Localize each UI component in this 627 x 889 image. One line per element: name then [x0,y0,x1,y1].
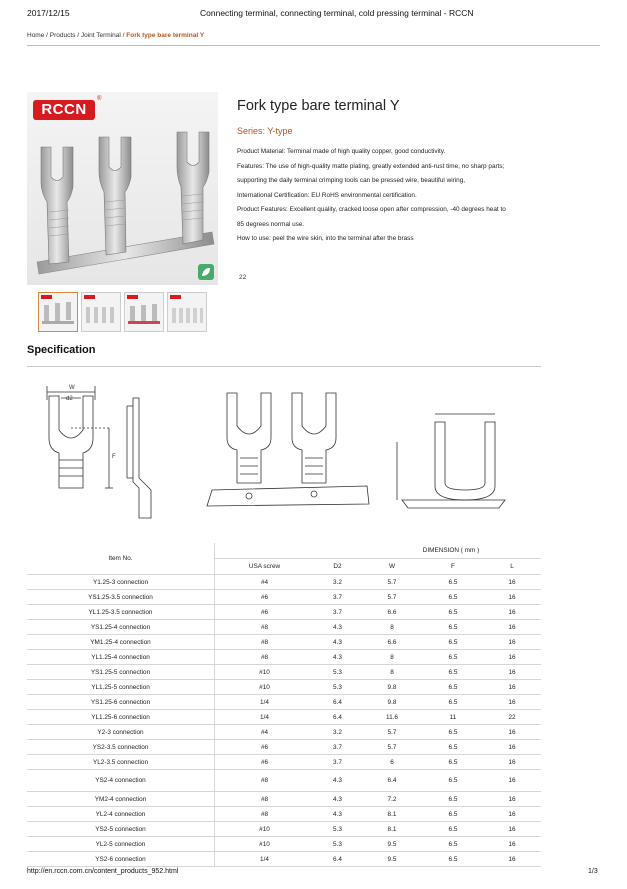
table-cell: 6.4 [314,695,361,710]
table-row [27,725,541,740]
registered-mark: ® [97,96,102,102]
table-cell: 16 [483,665,541,680]
table-cell: 6.5 [423,792,483,807]
table-cell: 6.5 [423,807,483,822]
header-w: W [361,559,423,575]
table-cell: 6.4 [361,770,423,792]
dim-label-f: F [112,454,116,460]
table-row [27,837,541,852]
table-cell: 6.6 [361,605,423,620]
table-cell: #8 [215,620,315,635]
table-row [27,620,541,635]
table-cell: #10 [215,822,315,837]
table-cell: 5.3 [314,822,361,837]
description-line: supporting the daily terminal crimping tools can be pressed wire, beautiful wiring, [237,177,466,184]
table-row [27,755,541,770]
table-cell: 9.5 [361,837,423,852]
table-cell: 6.5 [423,620,483,635]
table-row [27,635,541,650]
header-f: F [423,559,483,575]
header-d2: D2 [314,559,361,575]
thumbnail-3[interactable] [124,292,164,332]
print-page-title: Connecting terminal, connecting terminal, cold pressing terminal - RCCN [200,8,474,18]
table-cell: 3.7 [314,605,361,620]
header-l: L [483,559,541,575]
table-cell: #6 [215,605,315,620]
rccn-logo: RCCN [33,100,95,120]
description-line: Product Features: Excellent quality, cracked loose open after compression, -40 degrees heat to [237,206,506,213]
thumbnail-4[interactable] [167,292,207,332]
table-cell: 8 [361,665,423,680]
table-row [27,650,541,665]
table-cell: 6.5 [423,695,483,710]
table-cell: 4.3 [314,792,361,807]
table-cell: YL2-3.5 connection [27,755,215,770]
table-cell: 6.5 [423,575,483,590]
table-row [27,710,541,725]
table-cell: 6.5 [423,650,483,665]
table-cell: 6.5 [423,665,483,680]
table-cell: 16 [483,590,541,605]
table-cell: YS2-5 connection [27,822,215,837]
table-row [27,807,541,822]
description-line: Product Material: Terminal made of high quality copper, good conductivity. [237,148,446,155]
table-row [27,575,541,590]
product-description [237,145,557,247]
table-cell: 16 [483,755,541,770]
breadcrumb-joint-terminal[interactable]: Joint Terminal [80,32,121,39]
table-cell: #6 [215,740,315,755]
thumbnail-logo-icon [170,295,181,299]
table-cell: YL1.25-5 connection [27,680,215,695]
table-row [27,852,541,867]
header-dimension: DIMENSION ( mm ) [361,543,541,559]
table-cell: 16 [483,650,541,665]
table-cell: 9.8 [361,695,423,710]
thumbnail-logo-icon [41,295,52,299]
table-cell: #8 [215,807,315,822]
table-cell: 11 [423,710,483,725]
table-cell: 3.2 [314,575,361,590]
table-cell: 6.5 [423,837,483,852]
table-row [27,822,541,837]
breadcrumb-home[interactable]: Home [27,32,45,39]
table-cell: 16 [483,740,541,755]
table-cell: 16 [483,695,541,710]
table-cell: 6 [361,755,423,770]
table-cell: 16 [483,852,541,867]
table-cell: 5.3 [314,665,361,680]
table-cell: 16 [483,620,541,635]
product-main-image[interactable] [27,92,218,285]
table-cell: 16 [483,605,541,620]
table-cell: #6 [215,590,315,605]
description-line: 85 degrees normal use. [237,220,305,228]
header-usa-screw: USA screw [215,559,315,575]
table-cell: #8 [215,792,315,807]
table-cell: 9.5 [361,852,423,867]
table-cell: 8.1 [361,822,423,837]
product-count: 22 [239,274,247,281]
header-divider [27,45,600,46]
table-cell: 5.3 [314,680,361,695]
table-cell: 5.7 [361,590,423,605]
table-row [27,770,541,792]
table-cell: YS1.25-6 connection [27,695,215,710]
table-row [27,695,541,710]
table-cell: 6.5 [423,725,483,740]
table-cell: #10 [215,837,315,852]
table-row [27,665,541,680]
thumbnail-logo-icon [84,295,95,299]
table-cell: 16 [483,792,541,807]
table-cell: 7.2 [361,792,423,807]
table-cell: 16 [483,837,541,852]
table-cell: 5.7 [361,725,423,740]
table-cell: YL1.25-6 connection [27,710,215,725]
table-cell: 6.5 [423,590,483,605]
table-header-row [27,543,541,559]
table-cell: 16 [483,725,541,740]
table-row [27,605,541,620]
table-cell: 1/4 [215,852,315,867]
table-cell: 6.5 [423,740,483,755]
breadcrumb: Home / Products / Joint Terminal / Fork type bare terminal Y [27,32,205,39]
specification-heading: Specification [27,344,96,356]
footer-page-number: 1/3 [588,868,598,875]
table-row [27,590,541,605]
table-cell: 3.7 [314,740,361,755]
table-cell: YS2-6 connection [27,852,215,867]
spec-divider [27,366,541,367]
table-cell: #8 [215,650,315,665]
leaf-badge-icon [198,264,214,280]
table-cell: 4.3 [314,620,361,635]
table-cell: 4.3 [314,807,361,822]
table-cell: 16 [483,770,541,792]
table-cell: Y2-3 connection [27,725,215,740]
product-title: Fork type bare terminal Y [237,98,400,114]
technical-drawings [27,378,541,528]
thumbnail-logo-icon [127,295,138,299]
table-cell: #4 [215,725,315,740]
table-cell: YS1.25-3.5 connection [27,590,215,605]
table-cell: YS1.25-4 connection [27,620,215,635]
table-cell: 3.2 [314,725,361,740]
table-cell: 22 [483,710,541,725]
table-cell: 6.5 [423,822,483,837]
table-cell: 5.7 [361,740,423,755]
table-cell: 6.4 [314,852,361,867]
table-cell: 4.3 [314,650,361,665]
table-cell: 6.5 [423,605,483,620]
table-cell: 3.7 [314,755,361,770]
spec-table [27,543,541,867]
dim-label-d2: d2 [66,396,73,402]
table-cell: 8 [361,650,423,665]
table-cell: YS2-3.5 connection [27,740,215,755]
table-row [27,792,541,807]
table-cell: 16 [483,807,541,822]
table-cell: #10 [215,680,315,695]
table-cell: 6.5 [423,680,483,695]
table-cell: 8.1 [361,807,423,822]
table-cell: 6.4 [314,710,361,725]
table-cell: 1/4 [215,695,315,710]
breadcrumb-current: Fork type bare terminal Y [126,32,205,39]
table-cell: 11.6 [361,710,423,725]
description-line: International Certification: EU RoHS environmental certification. [237,191,417,199]
table-cell: 1/4 [215,710,315,725]
footer-url[interactable]: http://en.rccn.com.cn/content_products_952.html [27,868,179,875]
table-cell: 8 [361,620,423,635]
table-cell: 9.8 [361,680,423,695]
table-cell: 16 [483,635,541,650]
table-cell: 4.3 [314,770,361,792]
table-cell: 6.5 [423,852,483,867]
table-cell: 16 [483,822,541,837]
header-item-no: Item No. [27,543,215,575]
table-row [27,740,541,755]
table-cell: 6.5 [423,635,483,650]
table-cell: YS2-4 connection [27,770,215,792]
table-cell: 16 [483,575,541,590]
table-cell: #8 [215,635,315,650]
print-date: 2017/12/15 [27,8,70,18]
table-cell: YM1.25-4 connection [27,635,215,650]
table-cell: #10 [215,665,315,680]
table-cell: 5.7 [361,575,423,590]
table-cell: 6.5 [423,770,483,792]
terminal-photo-illustration [27,92,218,285]
breadcrumb-products[interactable]: Products [49,32,76,39]
product-series: Series: Y-type [237,126,293,136]
table-cell: YL2-4 connection [27,807,215,822]
thumbnail-1[interactable] [38,292,78,332]
thumbnail-2[interactable] [81,292,121,332]
table-cell: #4 [215,575,315,590]
table-cell: 3.7 [314,590,361,605]
description-line: Features: The use of high-quality matte plating, greatly extended anti-rust time, no sharp parts; [237,162,505,170]
description-line: How to use: peel the wire skin, into the terminal after the brass [237,235,414,242]
table-cell: #8 [215,770,315,792]
table-cell: YS1.25-5 connection [27,665,215,680]
table-cell: Y1.25-3 connection [27,575,215,590]
table-cell: YL2-5 connection [27,837,215,852]
table-cell: #6 [215,755,315,770]
table-cell: 5.3 [314,837,361,852]
table-cell: YL1.25-4 connection [27,650,215,665]
table-cell: 6.5 [423,755,483,770]
table-cell: YL1.25-3.5 connection [27,605,215,620]
table-cell: 4.3 [314,635,361,650]
table-cell: 16 [483,680,541,695]
table-cell: YM2-4 connection [27,792,215,807]
dim-label-w: W [69,385,75,391]
table-row [27,680,541,695]
table-cell: 6.6 [361,635,423,650]
